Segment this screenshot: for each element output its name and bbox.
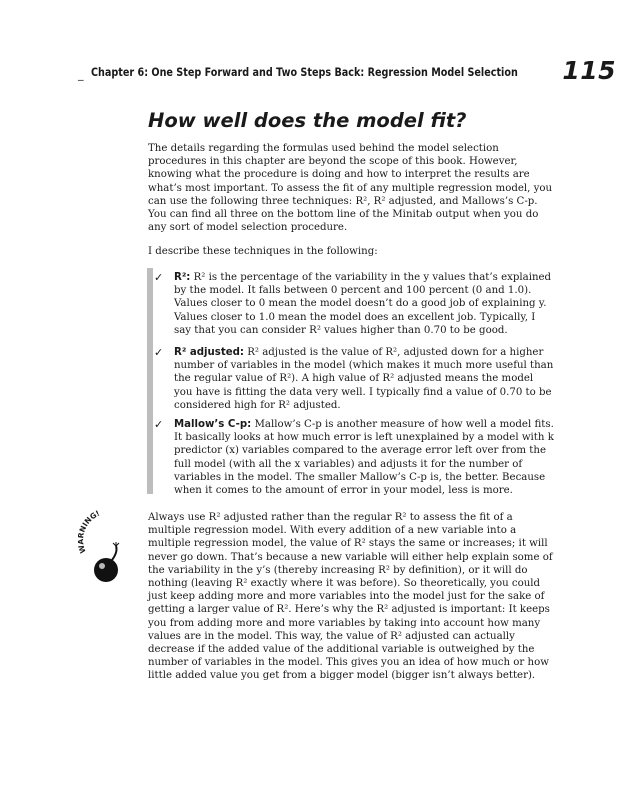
- definition-r-squared: R² is the percentage of the variability in the y values that’s explained by the model. It falls between 0 percent and 100 percent (0 and 1.0). Values closer to 0 mean the model doesn’t do a good job of explaining y. Values closer to 1.0 mean the model does an excellent job. Typically, I say that you can consider R² values higher than 0.70 to be good.: [174, 272, 552, 336]
- warning-label: NING!: [78, 510, 102, 534]
- section-title: How well does the model fit?: [148, 109, 467, 132]
- lead-in-paragraph: I describe these techniques in the following:: [148, 246, 378, 257]
- term-r-squared-adjusted: R² adjusted:: [174, 347, 244, 358]
- list-item: [154, 418, 554, 497]
- check-icon: ✓: [154, 271, 164, 284]
- page-number: 115: [562, 56, 616, 85]
- term-mallows-cp: Mallow’s C-p:: [174, 419, 252, 430]
- bomb-spark: [113, 542, 119, 546]
- list-item: [154, 271, 554, 337]
- list-item: [154, 346, 554, 412]
- header-rule-mark: _: [78, 68, 84, 81]
- page-header: [78, 56, 616, 88]
- term-r-squared: R²:: [174, 272, 191, 283]
- intro-paragraph: The details regarding the formulas used behind the model selection procedures in this chapter are beyond the scope of this book. However, knowing what the procedure is doing and how to interpret the results are what’s most important. To assess the fit of any multiple regression model, you can use the following three techniques: R², R² adjusted, and Mallows’s C-p. You can find all three on the bottom line of the Minitab output when you do any sort of model selection procedure.: [148, 143, 553, 234]
- bomb-fuse: [112, 546, 117, 560]
- definition-r-squared-adjusted: R² adjusted is the value of R², adjusted down for a higher number of variables in the model (which makes it much more useful than the regular value of R²). A high value of R² adjusted means the model you have is fitting the data very well. I typically find a value of 0.70 to be considered high for R² adjusted.: [174, 347, 554, 411]
- bomb-body: [94, 558, 118, 582]
- warning-icon: [78, 510, 138, 590]
- running-head: Chapter 6: One Step Forward and Two Steps Back: Regression Model Selection: [91, 66, 518, 79]
- definition-mallows-cp: Mallow’s C-p is another measure of how well a model fits. It basically looks at how much error is left unexplained by a model with k predictor (x) variables compared to the average error left over from the full model (with all the x variables) and adjusts it for the number of variables in the model. The smaller Mallow’s C-p is, the better. Because when it comes to the amount of error in your model, less is more.: [174, 419, 554, 497]
- check-icon: ✓: [154, 346, 164, 359]
- bomb-highlight: [99, 563, 105, 569]
- technique-list: [147, 268, 565, 497]
- check-icon: ✓: [154, 418, 164, 431]
- warning-paragraph: Always use R² adjusted rather than the regular R² to assess the fit of a multiple regression model. With every addition of a new variable into a multiple regression model, the value of R² stays the same or increases; it will never go down. That’s because a new variable will either help explain some of the variability in the y’s (thereby increasing R² by definition), or it will do nothing (leaving R² exactly where it was before). So theoretically, you could just keep adding more and more variables into the model just for the sake of getting a larger value of R². Here’s why the R² adjusted is important: It keeps you from adding more and more variables by taking into account how many values are in the model. This way, the value of R² adjusted can actually decrease if the added value of the additional variable is outweighed by the number of variables in the model. This gives you an idea of how much or how little added value you get from a bigger model (bigger isn’t always better).: [148, 512, 553, 682]
- svg-text:WARNING!: [78, 510, 101, 554]
